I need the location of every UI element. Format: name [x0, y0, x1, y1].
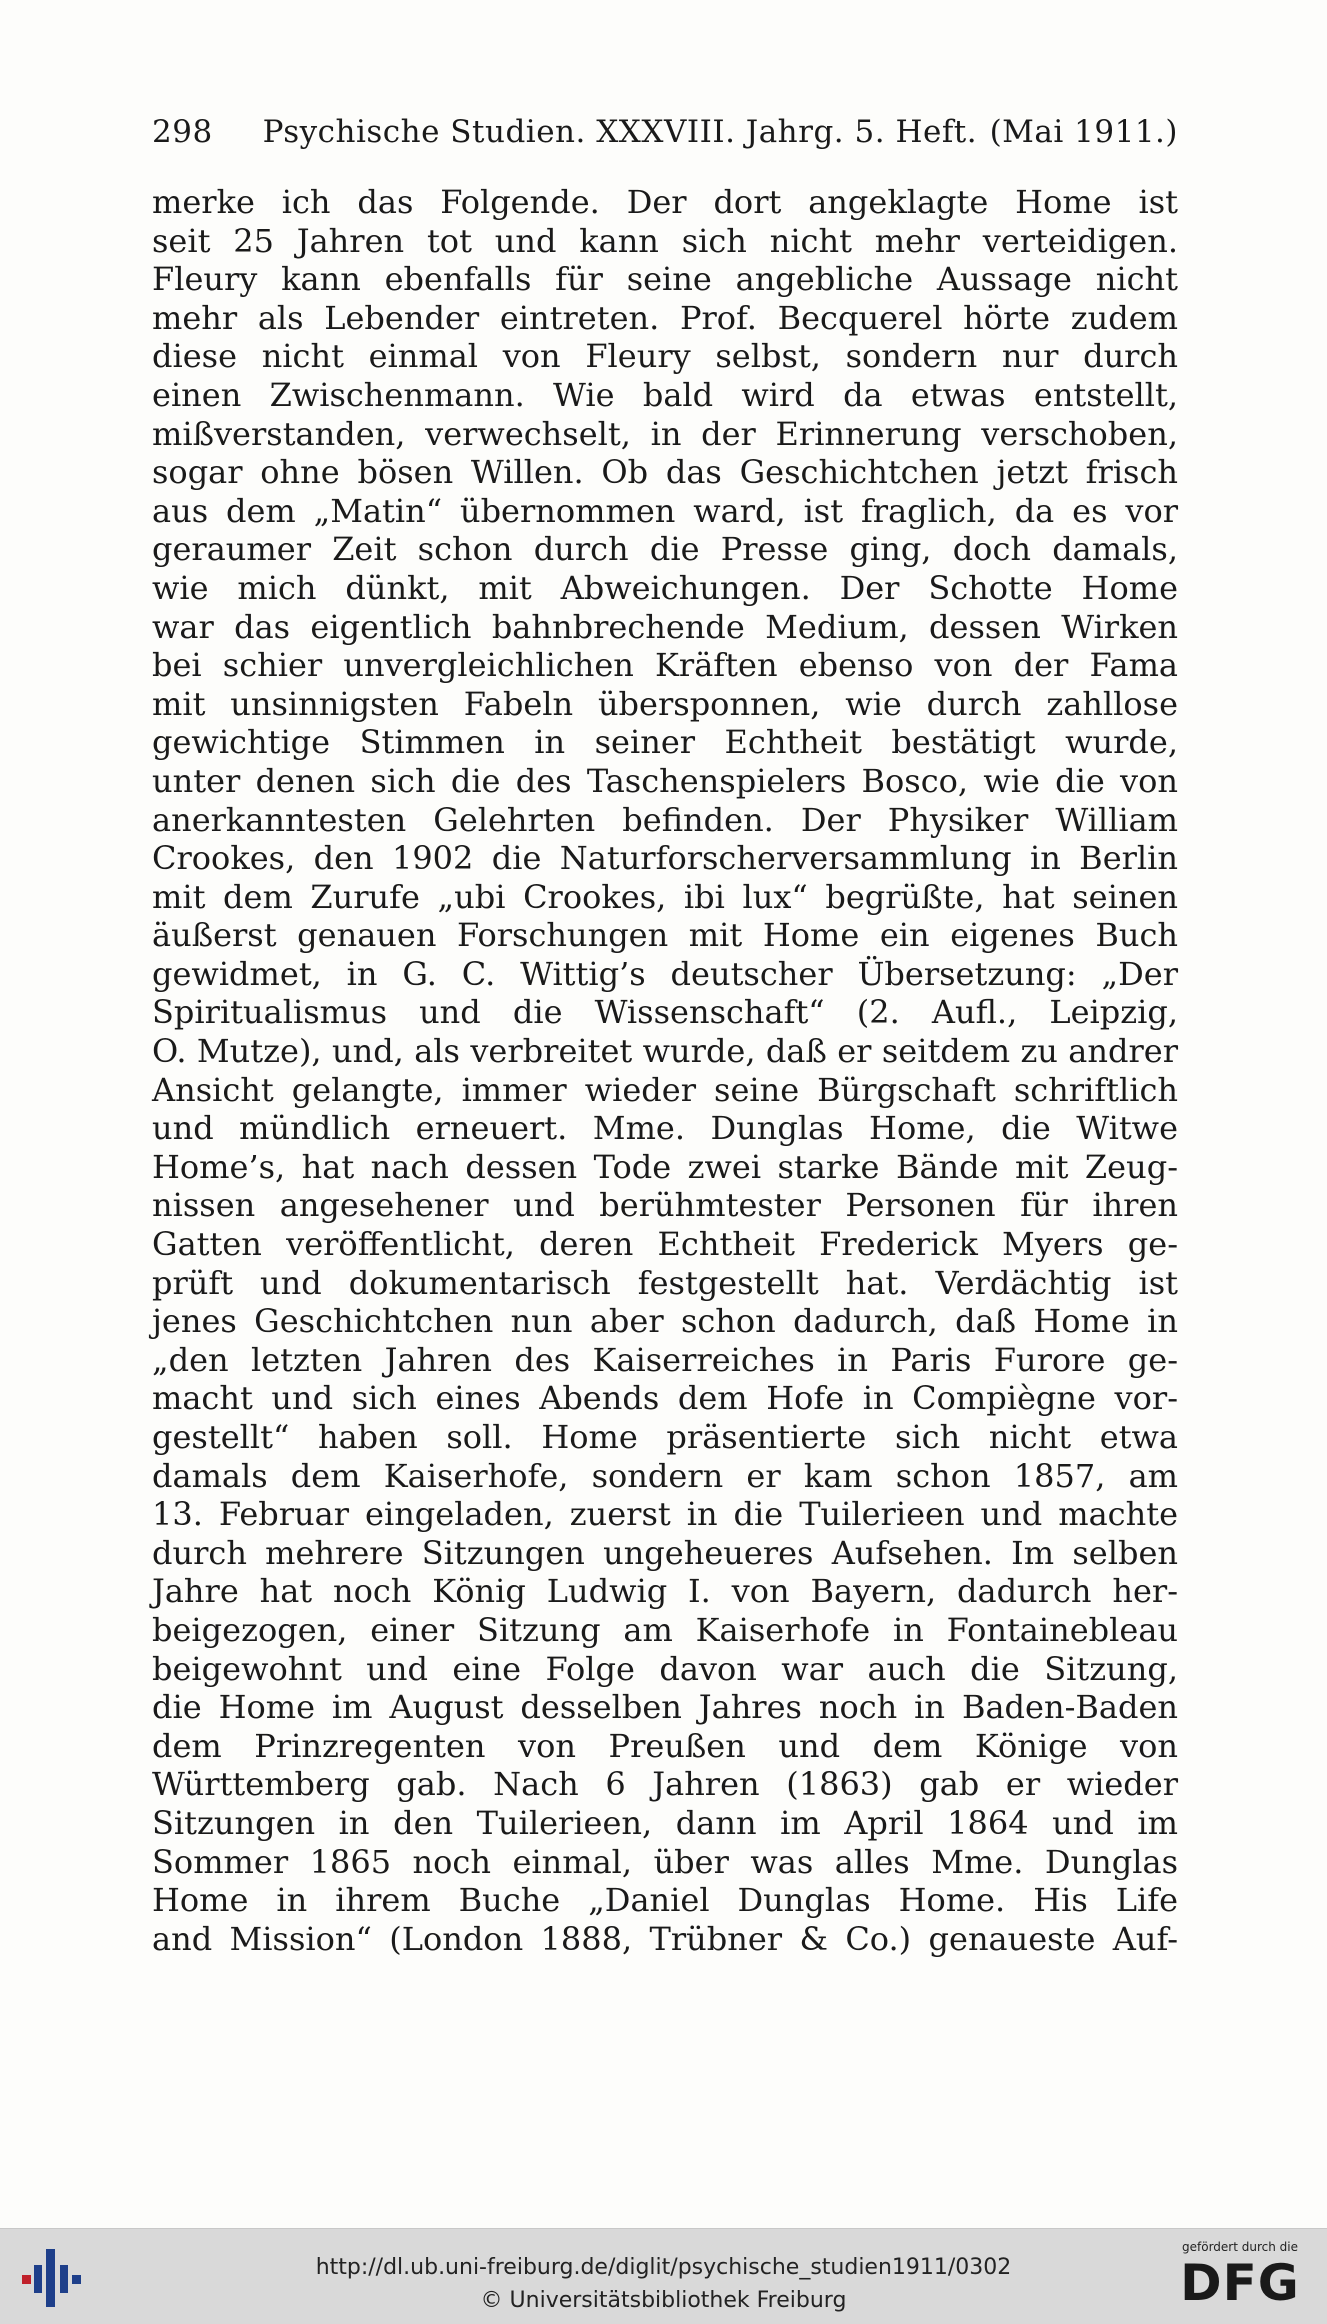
text-line: Fleury kann ebenfalls für seine angebliche Aussage nicht — [152, 260, 1178, 299]
text-line: unter denen sich die des Taschenspielers Bosco, wie die von — [152, 761, 1178, 800]
text-line: dem Prinzregenten von Preußen und dem Könige von — [152, 1726, 1178, 1765]
running-title: Psychische Studien. XXXVIII. Jahrg. 5. Heft. — [262, 114, 978, 150]
text-line: O. Mutze), und, als verbreitet wurde, daß er seitdem zu andrer — [152, 1032, 1178, 1071]
body-text — [152, 183, 1178, 1958]
text-line: jenes Geschichtchen nun aber schon dadurch, daß Home in — [152, 1302, 1178, 1341]
page-header — [152, 114, 1178, 158]
text-line: geraumer Zeit schon durch die Presse ging, doch damals, — [152, 530, 1178, 569]
text-line: bei schier unvergleichlichen Kräften ebenso von der Fama — [152, 646, 1178, 685]
viewer-footer — [0, 2228, 1327, 2324]
text-line: durch mehrere Sitzungen ungeheueres Aufsehen. Im selben — [152, 1533, 1178, 1572]
text-line: merke ich das Folgende. Der dort angeklagte Home ist — [152, 183, 1178, 221]
text-line: gewichtige Stimmen in seiner Echtheit bestätigt wurde, — [152, 723, 1178, 762]
page-number: 298 — [152, 114, 213, 150]
text-line: and Mission“ (London 1888, Trübner & Co.) genaueste Auf- — [152, 1919, 1178, 1958]
text-line: beigewohnt und eine Folge davon war auch die Sitzung, — [152, 1649, 1178, 1688]
text-line: seit 25 Jahren tot und kann sich nicht mehr verteidigen. — [152, 221, 1178, 260]
text-line: mit dem Zurufe „ubi Crookes, ibi lux“ begrüßte, hat seinen — [152, 877, 1178, 916]
text-line: Ansicht gelangte, immer wieder seine Bürgschaft schriftlich — [152, 1070, 1178, 1109]
text-line: Sitzungen in den Tuilerieen, dann im April 1864 und im — [152, 1803, 1178, 1842]
text-line: Crookes, den 1902 die Naturforscherversammlung in Berlin — [152, 839, 1178, 878]
text-line: damals dem Kaiserhofe, sondern er kam schon 1857, am — [152, 1456, 1178, 1495]
source-url-link[interactable]: http://dl.ub.uni-freiburg.de/diglit/psychische_studien1911/0302 — [315, 2255, 1012, 2280]
text-line: Jahre hat noch König Ludwig I. von Bayern, dadurch her- — [152, 1572, 1178, 1611]
text-line: „den letzten Jahren des Kaiserreiches in Paris Furore ge- — [152, 1340, 1178, 1379]
copyright-notice: © Universitätsbibliothek Freiburg — [480, 2288, 847, 2313]
text-line: Home in ihrem Buche „Daniel Dunglas Home. His Life — [152, 1881, 1178, 1920]
dfg-logo: DFG — [1180, 2254, 1300, 2312]
text-line: diese nicht einmal von Fleury selbst, sondern nur durch — [152, 337, 1178, 376]
text-line: gestellt“ haben soll. Home präsentierte sich nicht etwa — [152, 1418, 1178, 1456]
text-line: Sommer 1865 noch einmal, über was alles Mme. Dunglas — [152, 1842, 1178, 1881]
text-line: wie mich dünkt, mit Abweichungen. Der Schotte Home — [152, 568, 1178, 607]
text-line: anerkanntesten Gelehrten befinden. Der Physiker William — [152, 800, 1178, 839]
dfg-caption: gefördert durch die — [1182, 2240, 1298, 2254]
text-line: beigezogen, einer Sitzung am Kaiserhofe in Fontainebleau — [152, 1610, 1178, 1649]
text-line: nissen angesehener und berühmtester Personen für ihren — [152, 1186, 1178, 1225]
text-line: Spiritualismus und die Wissenschaft“ (2. Aufl., Leipzig, — [152, 993, 1178, 1032]
text-line: mehr als Lebender eintreten. Prof. Becquerel hörte zudem — [152, 298, 1178, 337]
text-line: gewidmet, in G. C. Wittig’s deutscher Übersetzung: „Der — [152, 954, 1178, 993]
text-line: Home’s, hat nach dessen Tode zwei starke Bände mit Zeug- — [152, 1147, 1178, 1186]
text-line: Württemberg gab. Nach 6 Jahren (1863) gab er wieder — [152, 1765, 1178, 1804]
text-line: einen Zwischenmann. Wie bald wird da etwas entstellt, — [152, 375, 1178, 414]
text-line: war das eigentlich bahnbrechende Medium, dessen Wirken — [152, 607, 1178, 646]
text-line: Gatten veröffentlicht, deren Echtheit Frederick Myers ge- — [152, 1225, 1178, 1264]
text-line: prüft und dokumentarisch festgestellt hat. Verdächtig ist — [152, 1263, 1178, 1302]
text-line: 13. Februar eingeladen, zuerst in die Tuilerieen und machte — [152, 1495, 1178, 1534]
text-line: die Home im August desselben Jahres noch in Baden-Baden — [152, 1688, 1178, 1727]
text-line: sogar ohne bösen Willen. Ob das Geschichtchen jetzt frisch — [152, 453, 1178, 492]
text-line: macht und sich eines Abends dem Hofe in Compiègne vor- — [152, 1379, 1178, 1418]
text-line: aus dem „Matin“ übernommen ward, ist fraglich, da es vor — [152, 491, 1178, 530]
text-line: und mündlich erneuert. Mme. Dunglas Home, die Witwe — [152, 1109, 1178, 1148]
text-line: äußerst genauen Forschungen mit Home ein eigenes Buch — [152, 916, 1178, 955]
issue-date: (Mai 1911.) — [989, 114, 1178, 150]
text-line: mißverstanden, verwechselt, in der Erinnerung verschoben, — [152, 414, 1178, 453]
text-line: mit unsinnigsten Fabeln übersponnen, wie durch zahllose — [152, 684, 1178, 723]
dfg-funding-badge — [1165, 2239, 1315, 2319]
